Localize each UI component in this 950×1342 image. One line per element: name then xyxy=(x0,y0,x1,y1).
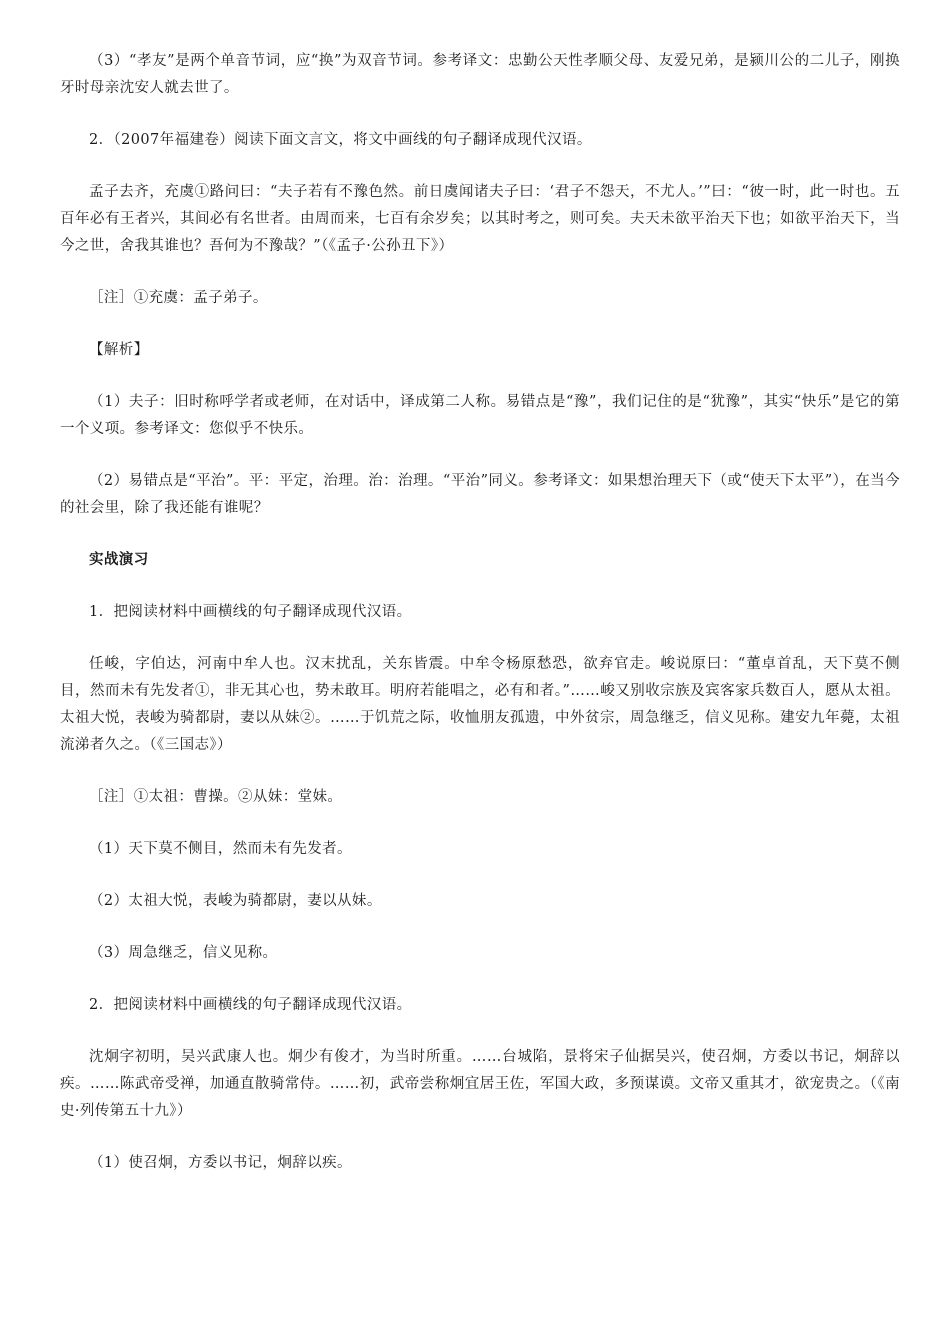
section-heading-practice: 实战演习 xyxy=(89,552,149,568)
analysis-item-2: （2）易错点是“平治”。平：平定，治理。治：治理。“平治”同义。参考译文：如果想治理天下（或“使天下太平”），在当今的社会里，除了我还能有谁呢？ xyxy=(60,473,900,516)
note-renjun: ［注］①太祖：曹操。②从妹：堂妹。 xyxy=(89,789,343,805)
analysis-heading: 【解析】 xyxy=(89,342,149,358)
practice-1-item-3: （3）周急继乏，信义见称。 xyxy=(89,945,278,961)
practice-1-item-1: （1）天下莫不侧目，然而未有先发者。 xyxy=(89,841,352,857)
question-2-prompt: 2．（2007年福建卷）阅读下面文言文，将文中画线的句子翻译成现代汉语。 xyxy=(89,132,592,148)
passage-renjun: 任峻，字伯达，河南中牟人也。汉末扰乱，关东皆震。中牟令杨原愁恐，欲弃官走。峻说原曰：“董卓首乱，天下莫不侧目，然而未有先发者①，非无其心也，势未敢耳。明府若能唱之，必有和者。”……峻又别收宗族及宾客家兵数百人，愿从太祖。太祖大悦，表峻为骑都尉，妻以从妹②。……于饥荒之际，收恤朋友孤遗，中外贫宗，周急继乏，信义见称。建安九年薨，太祖流涕者久之。（《三国志》） xyxy=(60,656,900,753)
practice-1-item-2: （2）太祖大悦，表峻为骑都尉，妻以从妹。 xyxy=(89,893,382,909)
paragraph-answer-3: （3）“孝友”是两个单音节词，应“换”为双音节词。参考译文：忠勤公天性孝顺父母、友爱兄弟，是颍川公的二儿子，刚换牙时母亲沈安人就去世了。 xyxy=(60,53,900,96)
document-page xyxy=(60,48,900,1177)
practice-2-prompt: 2．把阅读材料中画横线的句子翻译成现代汉语。 xyxy=(89,997,412,1013)
practice-1-prompt: 1．把阅读材料中画横线的句子翻译成现代汉语。 xyxy=(89,604,412,620)
analysis-item-1: （1）夫子：旧时称呼学者或老师，在对话中，译成第二人称。易错点是“豫”，我们记住的是“犹豫”，其实“快乐”是它的第一个义项。参考译文：您似乎不快乐。 xyxy=(60,394,900,437)
note-mencius: ［注］①充虞：孟子弟子。 xyxy=(89,290,268,306)
passage-mencius: 孟子去齐，充虞①路问曰：“夫子若有不豫色然。前日虞闻诸夫子曰：‘君子不怨天，不尤人。’”曰：“彼一时，此一时也。五百年必有王者兴，其间必有名世者。由周而来，七百有余岁矣；以其时考之，则可矣。夫天未欲平治天下也；如欲平治天下，当今之世，舍我其谁也？吾何为不豫哉？”（《孟子·公孙丑下》） xyxy=(60,184,900,254)
practice-2-item-1: （1）使召炯，方委以书记，炯辞以疾。 xyxy=(89,1155,352,1171)
passage-shenjiong: 沈炯字初明，吴兴武康人也。炯少有俊才，为当时所重。……台城陷，景将宋子仙据吴兴，使召炯，方委以书记，炯辞以疾。……陈武帝受禅，加通直散骑常侍。……初，武帝尝称炯宜居王佐，军国大政，多预谋谟。文帝又重其才，欲宠贵之。（《南史·列传第五十九》） xyxy=(60,1049,900,1119)
